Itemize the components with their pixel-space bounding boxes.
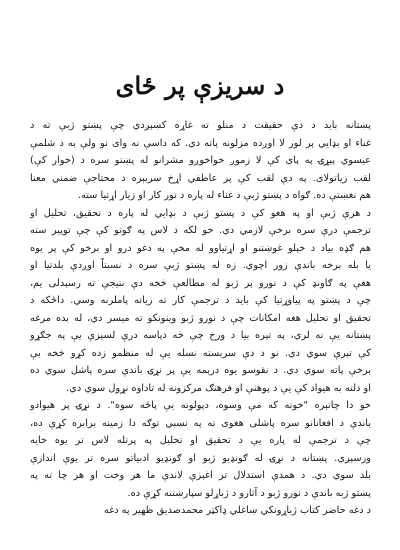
text-line: پښتانه بايد د دې حقيقت د منلو ته غاړه کښېږدي چې پښتو ژبې ته د	[30, 120, 371, 131]
text-line: ورسېږي. پښتانه د نړۍ له ګونډيو ژبو او ګونډيو ادبياتو سره تر يوې اندازې	[30, 452, 371, 464]
text-line: بلد سوي دي. د همدې استدلال تر اغېزې لاندې ما هر وخت او هر چا ته په	[30, 470, 371, 481]
text-line: عيسوي پېړۍ په پای کې لا زموږ خواخوږو مشرانو له پښتو سره د (خوار کې)	[30, 155, 371, 166]
text-line: پښتانه يې نه لري، په تېره بيا د ورخ چې څه دپاسه درې لسيزې يې په جګړو	[30, 330, 371, 341]
text-line: چې د ترجمې له پاره يې د تحقيق او تحليل په پرتله لاس تر يوه خايه	[30, 435, 371, 446]
text-line: چې د پښتو په پياوړتيا کې بايد د ترجمې کار ته زياته پاملرنه وسي. داځکه د	[30, 295, 371, 306]
text-line: لقب زياتولای. په دې لقب کې پر عاطفي اړخ سربېره د محتاجې ضمني معنا	[30, 172, 371, 184]
text-line: پښتو ژبه باندې د نورو ژبو د آثارو د ژباړلو سپارښتنه کړې ده.	[127, 487, 371, 499]
text-line: او دلته به هيواد کې يې د پوهنې او فرهنګ مرکزونه له تاداوه نړول سوي دي.	[66, 382, 371, 394]
text-line: د دغه حاضر کتاب ژباړونکي ښاغلي ډاکټر محمدصديق ظهير په دغه	[103, 505, 371, 516]
text-line: خو دا چاتېره "خونه که مې وسوه، دپولونه يې پاځه سوه". د نړۍ پر هيوادو	[30, 400, 371, 411]
text-line: باندې د افغانانو سره پاشلی هغوی ته په نسبي توګه دا زمينه برابره کړې ده،	[30, 417, 371, 429]
text-line: هم نغښتې ده. ګواه د پښتو ژبې د غناء له پاره د نور کار او زيار اړتيا سته.	[77, 190, 371, 201]
text-line: برخې پاته سوي دي. د نقوسو يوه درېمه يې پر نړۍ باندې سره پاشل سوي ده	[30, 365, 371, 376]
text-line: هغې په ګاونډ کې د نورو پر ژبو له مطالعې څخه دې نتيجې ته رسېدلی يم،	[30, 277, 371, 289]
text-line: تحقيق او تحليل هغه امکانات چې د نورو ژبو وينونکو ته ميسر دي، له بده مرغه	[30, 312, 371, 324]
text-line: يا بله برخه باندې زور اچوي. زه له پښتو ژبې سره د نسبتاً اوږدې بلدتيا او	[30, 260, 371, 271]
text-line: هم ګډه بياد د خپلو غوښتنو او اړتياوو له مخې په دغو درو او برخو کې پر يوه	[30, 242, 371, 254]
text-line: ترجمې درې سره برخې لازمي دي. خو لکه د لاس په ګوتو کې چې توپير سته	[30, 225, 371, 236]
body-text	[30, 117, 371, 520]
text-line: غناء او بډايي پر لور لا اوږده مزلونه پاته دي. که داسې نه وای نو ولې به د شلمې	[30, 137, 371, 149]
text-line: د هرې ژبې او په هغو کې د پښتو ژبې د بډايي له پاره د تحقيق، تحليل او	[30, 207, 371, 219]
text-line: کې تېرې سوي دي. نو د دې سربسته نسله يې له منظمو زده کړو څخه بې	[30, 347, 371, 359]
page-title: د سريزې پر ځای	[115, 71, 285, 100]
